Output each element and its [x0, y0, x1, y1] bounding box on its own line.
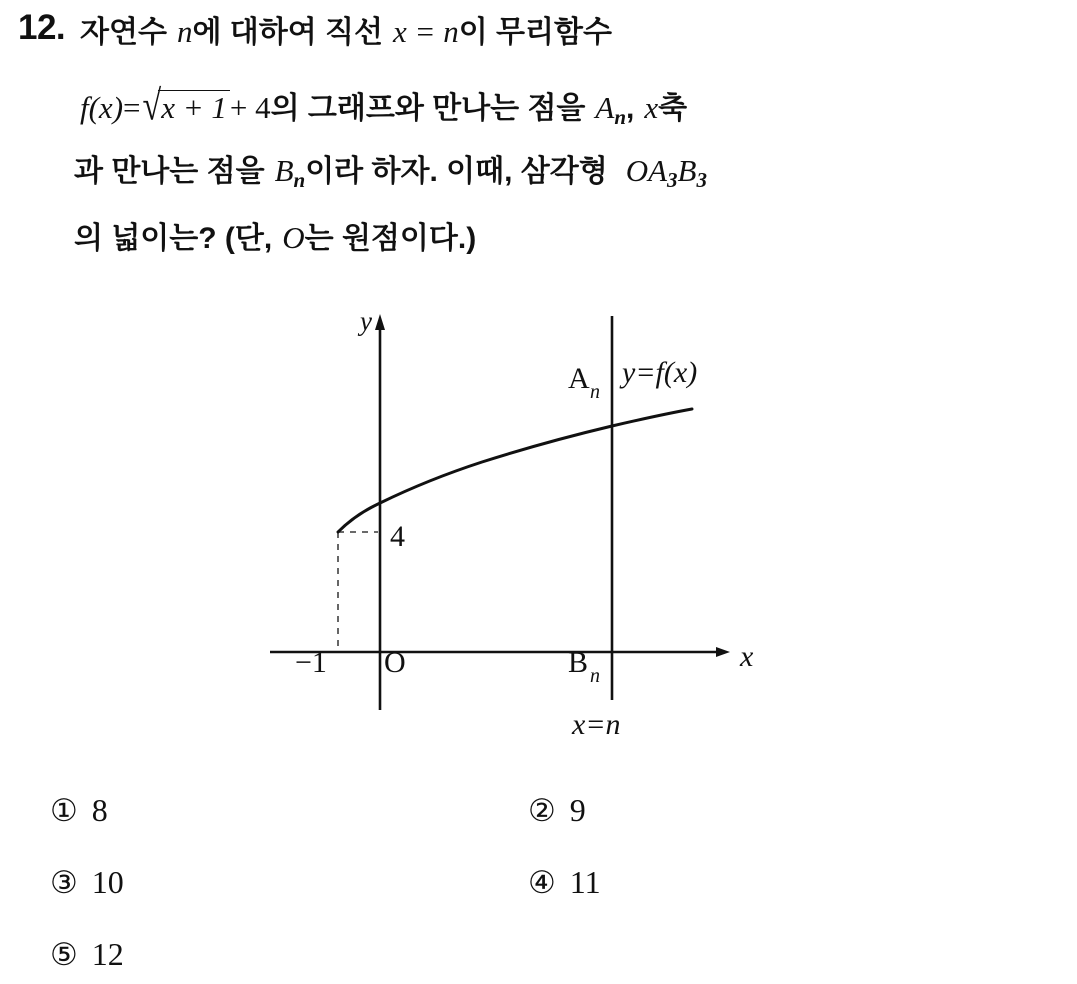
stem-text-7: 이라 하자. 이때, 삼각형: [305, 155, 608, 188]
y-value-label: 4: [390, 520, 405, 553]
origin-label: O: [384, 646, 406, 679]
graph-figure: [250, 300, 810, 760]
choice-4[interactable]: [528, 864, 601, 901]
point-B-graph-subscript: n: [590, 665, 600, 687]
triangle-vertex-B: B: [677, 153, 697, 188]
variable-x: x: [644, 90, 659, 125]
point-A-label: A: [595, 90, 615, 125]
graph-svg: [250, 300, 810, 760]
stem-text-3: 이 무리함수: [458, 16, 612, 49]
variable-n: n: [176, 14, 193, 49]
radical-sign: √: [142, 83, 162, 130]
point-B-subscript: n: [293, 168, 306, 192]
choice-3-marker: ③: [50, 865, 78, 900]
stem-text-8: 의 넓이는? (단,: [74, 222, 273, 255]
point-A-graph-label: A: [568, 362, 590, 395]
choice-1[interactable]: [50, 792, 108, 829]
choice-2-marker: ②: [528, 793, 556, 828]
radicand: x + 1: [158, 90, 230, 123]
question-line-2: [80, 83, 688, 130]
question-line-1: [80, 16, 612, 48]
function-curve: [338, 409, 692, 532]
stem-text-1: 자연수: [80, 16, 167, 49]
triangle-A-subscript: 3: [667, 168, 678, 192]
point-A-subscript: n: [614, 105, 627, 129]
triangle-vertex-O: O: [625, 153, 649, 188]
choice-3[interactable]: [50, 864, 124, 901]
stem-text-4: 의 그래프와 만나는 점을: [270, 92, 586, 125]
question-line-4: [74, 222, 476, 254]
choice-5-marker: ⑤: [50, 937, 78, 972]
question-number: 12.: [18, 8, 66, 47]
equals-sign: =: [123, 90, 141, 125]
vertical-line-label: x=n: [572, 708, 621, 741]
choice-4-text: 11: [569, 864, 601, 900]
comma: ,: [626, 92, 635, 125]
choice-5[interactable]: [50, 936, 124, 973]
stem-text-9: 는 원점이다.): [304, 222, 477, 255]
choice-5-text: 12: [91, 936, 124, 972]
point-B-label: B: [274, 153, 294, 188]
choice-4-marker: ④: [528, 865, 556, 900]
triangle-vertex-A: A: [648, 153, 668, 188]
plus-four: + 4: [229, 90, 271, 125]
stem-text-5: 축: [658, 92, 688, 125]
point-A-graph-subscript: n: [590, 381, 600, 403]
choice-2[interactable]: [528, 792, 586, 829]
curve-label: y=f(x): [622, 356, 698, 389]
y-axis-arrow: [375, 314, 385, 330]
stem-text-2: 에 대하여 직선: [192, 16, 384, 49]
point-B-graph-label: B: [568, 646, 589, 679]
choice-3-text: 10: [91, 864, 124, 900]
choice-1-marker: ①: [50, 793, 78, 828]
question-line-3: [74, 155, 707, 191]
choice-1-text: 8: [91, 792, 108, 828]
choice-2-text: 9: [569, 792, 586, 828]
origin-O-inline: O: [282, 220, 305, 255]
y-axis-label: y: [360, 306, 372, 336]
equation-x-equals-n: x = n: [393, 14, 459, 49]
triangle-B-subscript: 3: [696, 168, 707, 192]
square-root-expression: [141, 83, 230, 130]
x-intercept-label: −1: [295, 646, 327, 679]
x-axis-arrow: [716, 647, 730, 657]
function-f-of-x: f(x): [80, 90, 124, 125]
x-axis-label: x: [740, 640, 754, 673]
stem-text-6: 과 만나는 점을: [74, 155, 265, 188]
